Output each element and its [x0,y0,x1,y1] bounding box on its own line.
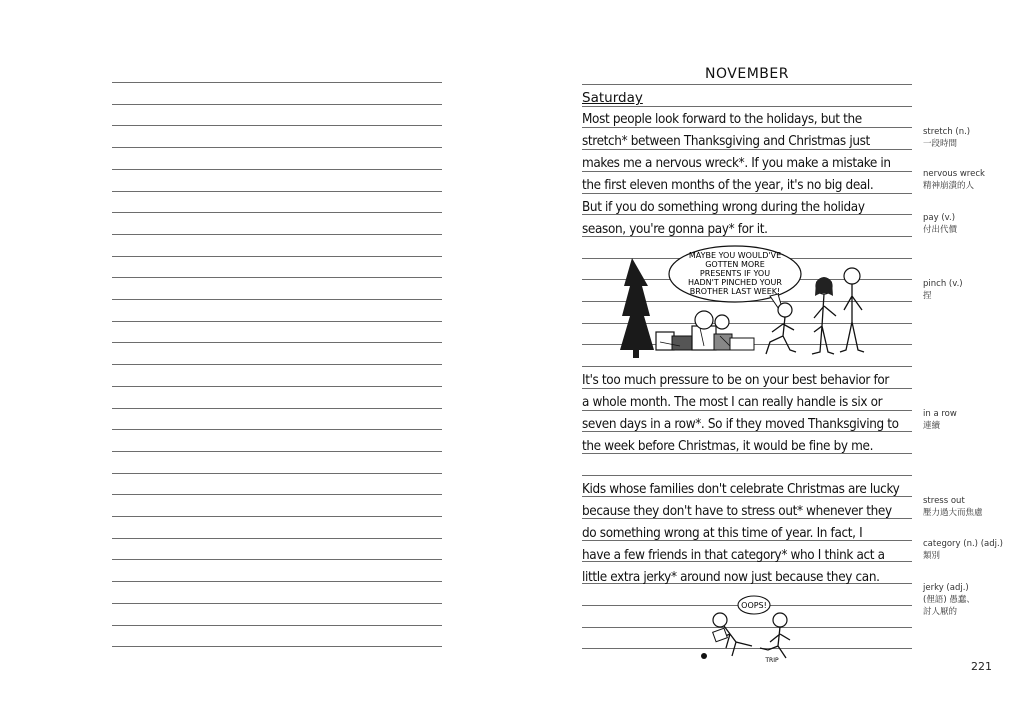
text-line: stretch* between Thanksgiving and Christmas just [582,134,870,149]
text-line: because they don't have to stress out* whenever they [582,504,892,519]
speech-line: BROTHER LAST WEEK! [689,287,781,296]
text-line: the week before Christmas, it would be fine by me. [582,439,874,454]
text-line: have a few friends in that category* who I think act a [582,548,885,563]
ruled-line [112,408,442,409]
glossary-meaning: 捏 [923,291,932,301]
glossary-item [923,126,970,150]
glossary-term: in a row [923,409,957,419]
trip-illustration [676,594,816,664]
oops-text: OOPS! [741,601,767,610]
text-line: Kids whose families don't celebrate Christmas are lucky [582,482,900,497]
ruled-line [112,603,442,604]
ruled-line [582,475,912,476]
glossary-meaning: 一段時間 [923,139,958,149]
ruled-line [112,451,442,452]
ruled-line [112,581,442,582]
ruled-line [112,169,442,170]
page-number: 221 [971,660,992,673]
ruled-line [582,84,912,85]
text-line: a whole month. The most I can really handle is six or [582,395,883,410]
glossary-term: jerky (adj.) [923,583,969,593]
ruled-line [112,494,442,495]
ruled-line [112,386,442,387]
glossary-item [923,168,985,192]
christmas-illustration [620,246,920,366]
ruled-line [112,147,442,148]
ruled-line [582,149,912,150]
glossary-meaning: 精神崩潰的人 [923,181,975,191]
text-line: seven days in a row*. So if they moved Thanksgiving to [582,417,899,432]
text-line: makes me a nervous wreck*. If you make a mistake in [582,156,891,171]
glossary-item [923,278,963,302]
glossary-meaning: 討人厭的 [923,607,958,617]
ruled-line [112,212,442,213]
glossary-term: category (n.) (adj.) [923,539,1003,549]
glossary-item [923,538,1003,562]
speech-line: HADN'T PINCHED YOUR [688,278,782,287]
ruled-line [112,625,442,626]
ruled-line [112,364,442,365]
right-page [512,0,1024,701]
text-line: do something wrong at this time of year. In fact, I [582,526,863,541]
glossary-meaning: (俚語) 愚蠢、 [923,595,975,605]
speech-line: GOTTEN MORE [705,260,765,269]
ruled-line [582,366,912,367]
glossary-term: pay (v.) [923,213,956,223]
glossary-term: nervous wreck [923,169,985,179]
ruled-line [112,538,442,539]
ruled-line [112,82,442,83]
text-line: But if you do something wrong during the holiday [582,200,865,215]
ruled-line [112,277,442,278]
ruled-line [112,256,442,257]
glossary-item [923,495,983,519]
text-line: the first eleven months of the year, it's no big deal. [582,178,874,193]
trip-sound: TRIP [765,657,779,664]
glossary-term: stress out [923,496,965,506]
ruled-line [112,516,442,517]
ruled-line [112,234,442,235]
ruled-line [112,646,442,647]
glossary-item [923,212,957,236]
ruled-line [112,559,442,560]
ruled-line [112,104,442,105]
glossary-meaning: 連續 [923,421,941,431]
glossary-term: pinch (v.) [923,279,963,289]
glossary-item [923,582,975,618]
ruled-line [112,473,442,474]
day-heading: Saturday [582,90,643,106]
month-heading: NOVEMBER [705,66,789,82]
text-line: It's too much pressure to be on your best behavior for [582,373,890,388]
ruled-line [112,299,442,300]
ruled-line [112,321,442,322]
ruled-line [582,127,912,128]
ruled-line [112,125,442,126]
glossary-meaning: 壓力過大而焦慮 [923,508,983,518]
glossary-meaning: 付出代價 [923,225,958,235]
ruled-line [112,191,442,192]
ruled-line [112,429,442,430]
text-line: little extra jerky* around now just because they can. [582,570,880,585]
glossary-meaning: 類別 [923,551,941,561]
glossary-term: stretch (n.) [923,127,971,137]
glossary-item [923,408,957,432]
speech-line: MAYBE YOU WOULD'VE [688,251,782,260]
ruled-line [112,342,442,343]
speech-line: PRESENTS IF YOU [699,269,771,278]
text-line: Most people look forward to the holidays, but the [582,112,862,127]
text-line: season, you're gonna pay* for it. [582,222,768,237]
